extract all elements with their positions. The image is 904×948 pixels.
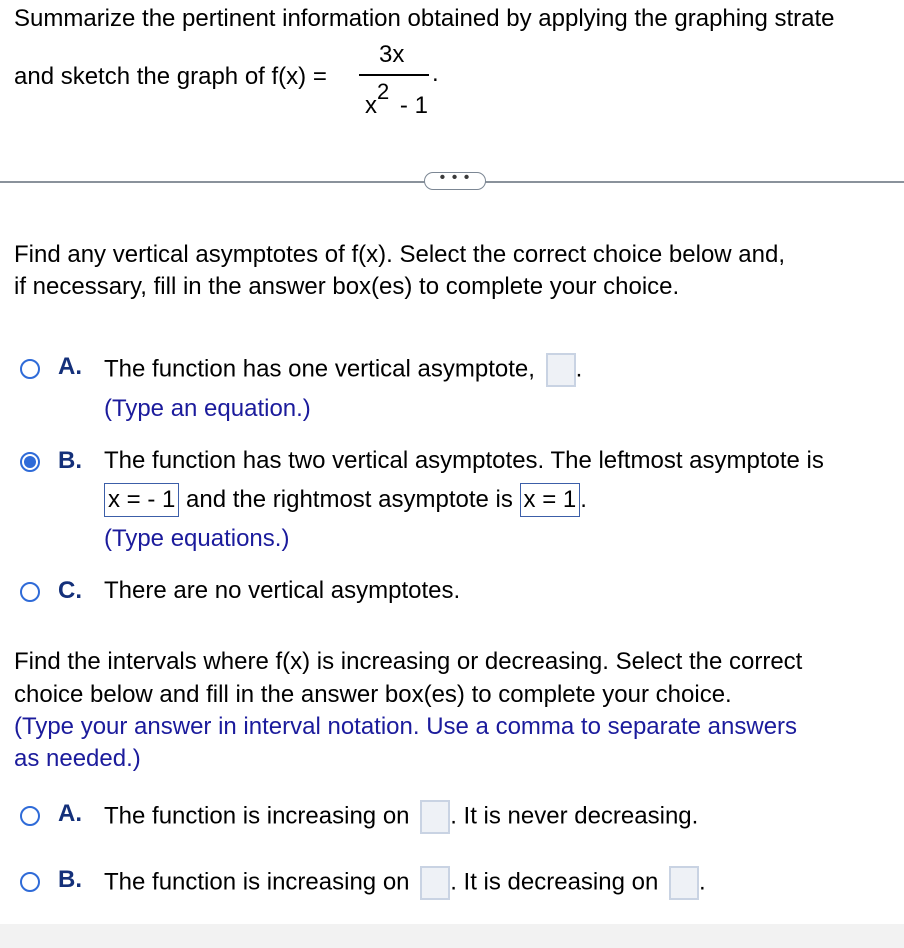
asymptote-prompt-line2: if necessary, fill in the answer box(es) to complete your choice. <box>14 273 680 300</box>
footer-bar <box>0 924 904 948</box>
asymptote-choice-c-radio[interactable] <box>20 582 40 602</box>
leftmost-asymptote-answer[interactable]: x = - 1 <box>104 483 179 517</box>
denominator-exponent: 2 <box>377 79 390 104</box>
decreasing-interval-box-b[interactable] <box>669 866 699 900</box>
intervals-choice-a-text <box>104 800 698 834</box>
increasing-interval-box-a[interactable] <box>420 800 450 834</box>
intervals-choice-b-after: . <box>698 868 706 896</box>
asymptote-choice-a-hint: (Type an equation.) <box>104 395 311 422</box>
rightmost-asymptote-answer[interactable]: x = 1 <box>520 483 581 517</box>
intervals-choice-b-letter: B. <box>58 866 82 893</box>
intervals-prompt-line1: Find the intervals where f(x) is increasing or decreasing. Select the correct <box>14 648 803 675</box>
fraction-period: . <box>432 60 439 87</box>
asymptote-choice-b-text-line1: The function has two vertical asymptotes. The leftmost asymptote is <box>104 447 824 474</box>
intervals-hint-line2: as needed.) <box>14 745 141 772</box>
asymptote-answer-box[interactable] <box>546 353 576 387</box>
asymptote-choice-a-text: The function has one vertical asymptote, . <box>104 353 582 387</box>
asymptote-choice-a-radio[interactable] <box>20 359 40 379</box>
expand-button[interactable]: • • • <box>424 172 486 190</box>
asymptote-choice-b-letter: B. <box>58 447 82 474</box>
intervals-prompt-line2: choice below and fill in the answer box(es) to complete your choice. <box>14 681 732 708</box>
intervals-hint-line1: (Type your answer in interval notation. Use a comma to separate answers <box>14 713 798 740</box>
asymptote-choice-c-text: There are no vertical asymptotes. <box>104 577 461 604</box>
intervals-choice-a-after: . It is never decreasing. <box>450 802 699 830</box>
fraction-bar <box>359 74 429 76</box>
asymptote-prompt-line1: Find any vertical asymptotes of f(x). Select the correct choice below and, <box>14 241 786 268</box>
problem-statement-line1: Summarize the pertinent information obtained by applying the graphing strate <box>14 5 835 32</box>
increasing-interval-box-b[interactable] <box>420 866 450 900</box>
intervals-choice-a-before: The function is increasing on <box>104 802 410 830</box>
asymptote-choice-b-middle: and the rightmost asymptote is <box>186 486 513 513</box>
intervals-choice-b-text <box>104 866 706 900</box>
intervals-choice-a-radio[interactable] <box>20 806 40 826</box>
asymptote-choice-a-label: The function has one vertical asymptote, <box>104 355 535 383</box>
problem-statement-line2: and sketch the graph of f(x) = <box>14 63 327 90</box>
denominator-rest: - 1 <box>399 92 428 119</box>
intervals-choice-b-middle: . It is decreasing on <box>450 868 659 896</box>
asymptote-choice-a-letter: A. <box>58 353 82 380</box>
fraction-denominator <box>365 79 428 120</box>
fraction-numerator: 3x <box>379 41 405 68</box>
asymptote-choice-b-hint: (Type equations.) <box>104 525 290 552</box>
intervals-choice-b-radio[interactable] <box>20 872 40 892</box>
asymptote-choice-b-text-line2: x = - 1 and the rightmost asymptote is x = 1 . <box>104 483 587 517</box>
asymptote-choice-c-letter: C. <box>58 577 82 604</box>
intervals-choice-b-before: The function is increasing on <box>104 868 410 896</box>
intervals-choice-a-letter: A. <box>58 800 82 827</box>
denominator-base: x <box>365 92 377 119</box>
asymptote-choice-b-radio[interactable] <box>20 452 40 472</box>
